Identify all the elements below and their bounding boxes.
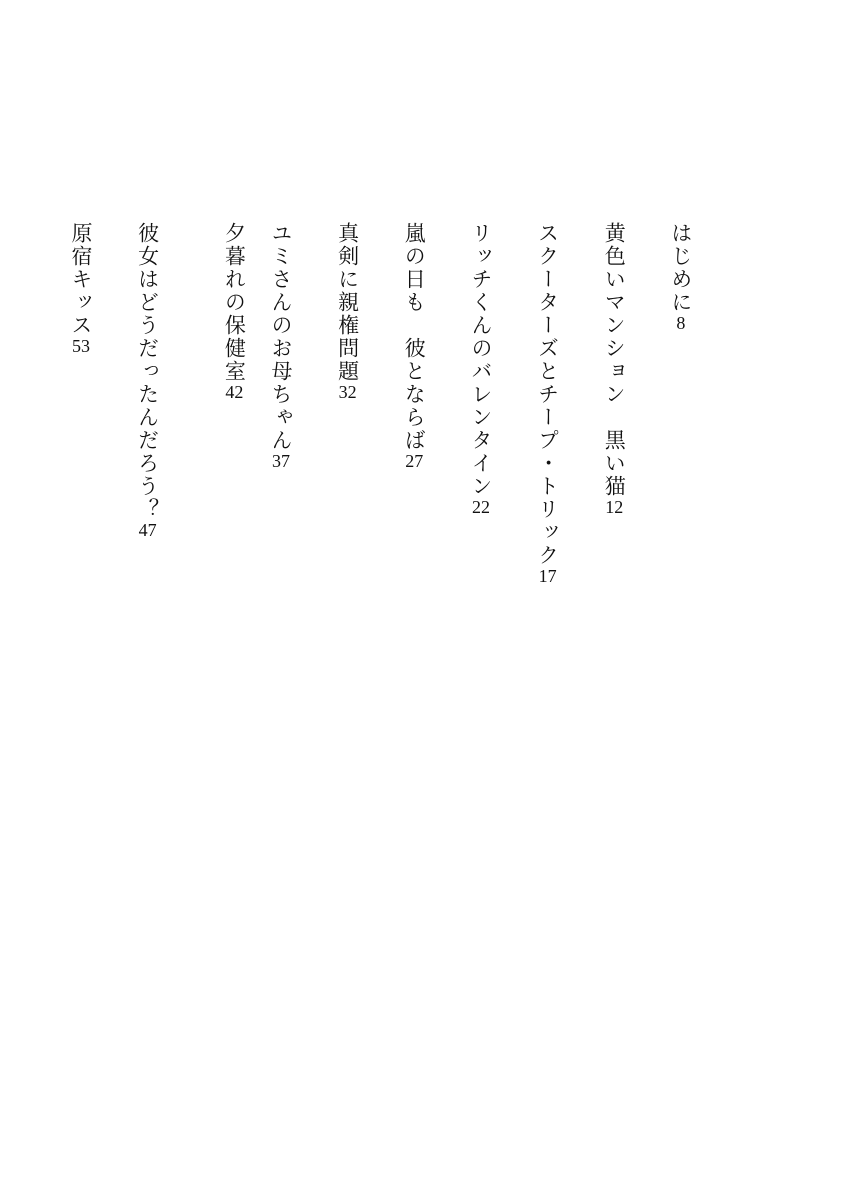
toc-entry-page: 42 <box>225 383 244 401</box>
toc-entry-title: スクーターズとチープ・トリック <box>535 222 560 567</box>
toc-entry-page: 17 <box>538 567 557 585</box>
toc-entry-title: 黄色いマンション 黒い猫 <box>602 222 627 498</box>
toc-entry-title: 彼女はどうだったんだろう？ <box>135 222 160 521</box>
toc-entry-page: 32 <box>338 383 357 401</box>
toc-entry-title: はじめに <box>668 222 693 314</box>
toc-entry-title: ユミさんのお母ちゃん <box>268 222 293 452</box>
toc-entry-page: 12 <box>605 498 624 516</box>
toc-entry-page: 27 <box>405 452 424 470</box>
toc-entry-page: 47 <box>138 521 157 539</box>
toc-entry-page: 37 <box>271 452 290 470</box>
toc-entry-page: 22 <box>471 498 490 516</box>
toc-entry-title: リッチくんのバレンタイン <box>468 222 493 498</box>
toc-entry-page: 53 <box>72 337 90 355</box>
toc-entry-title: 原宿キッス <box>69 222 93 337</box>
toc-entry-title: 嵐の日も 彼とならば <box>402 222 427 452</box>
toc-entry-page: 8 <box>676 314 686 332</box>
table-of-contents <box>69 222 750 662</box>
toc-entry-hajimeni <box>668 222 750 332</box>
toc-entry-title: 真剣に親権問題 <box>335 222 360 383</box>
toc-entry-title: 夕暮れの保健室 <box>222 222 247 383</box>
